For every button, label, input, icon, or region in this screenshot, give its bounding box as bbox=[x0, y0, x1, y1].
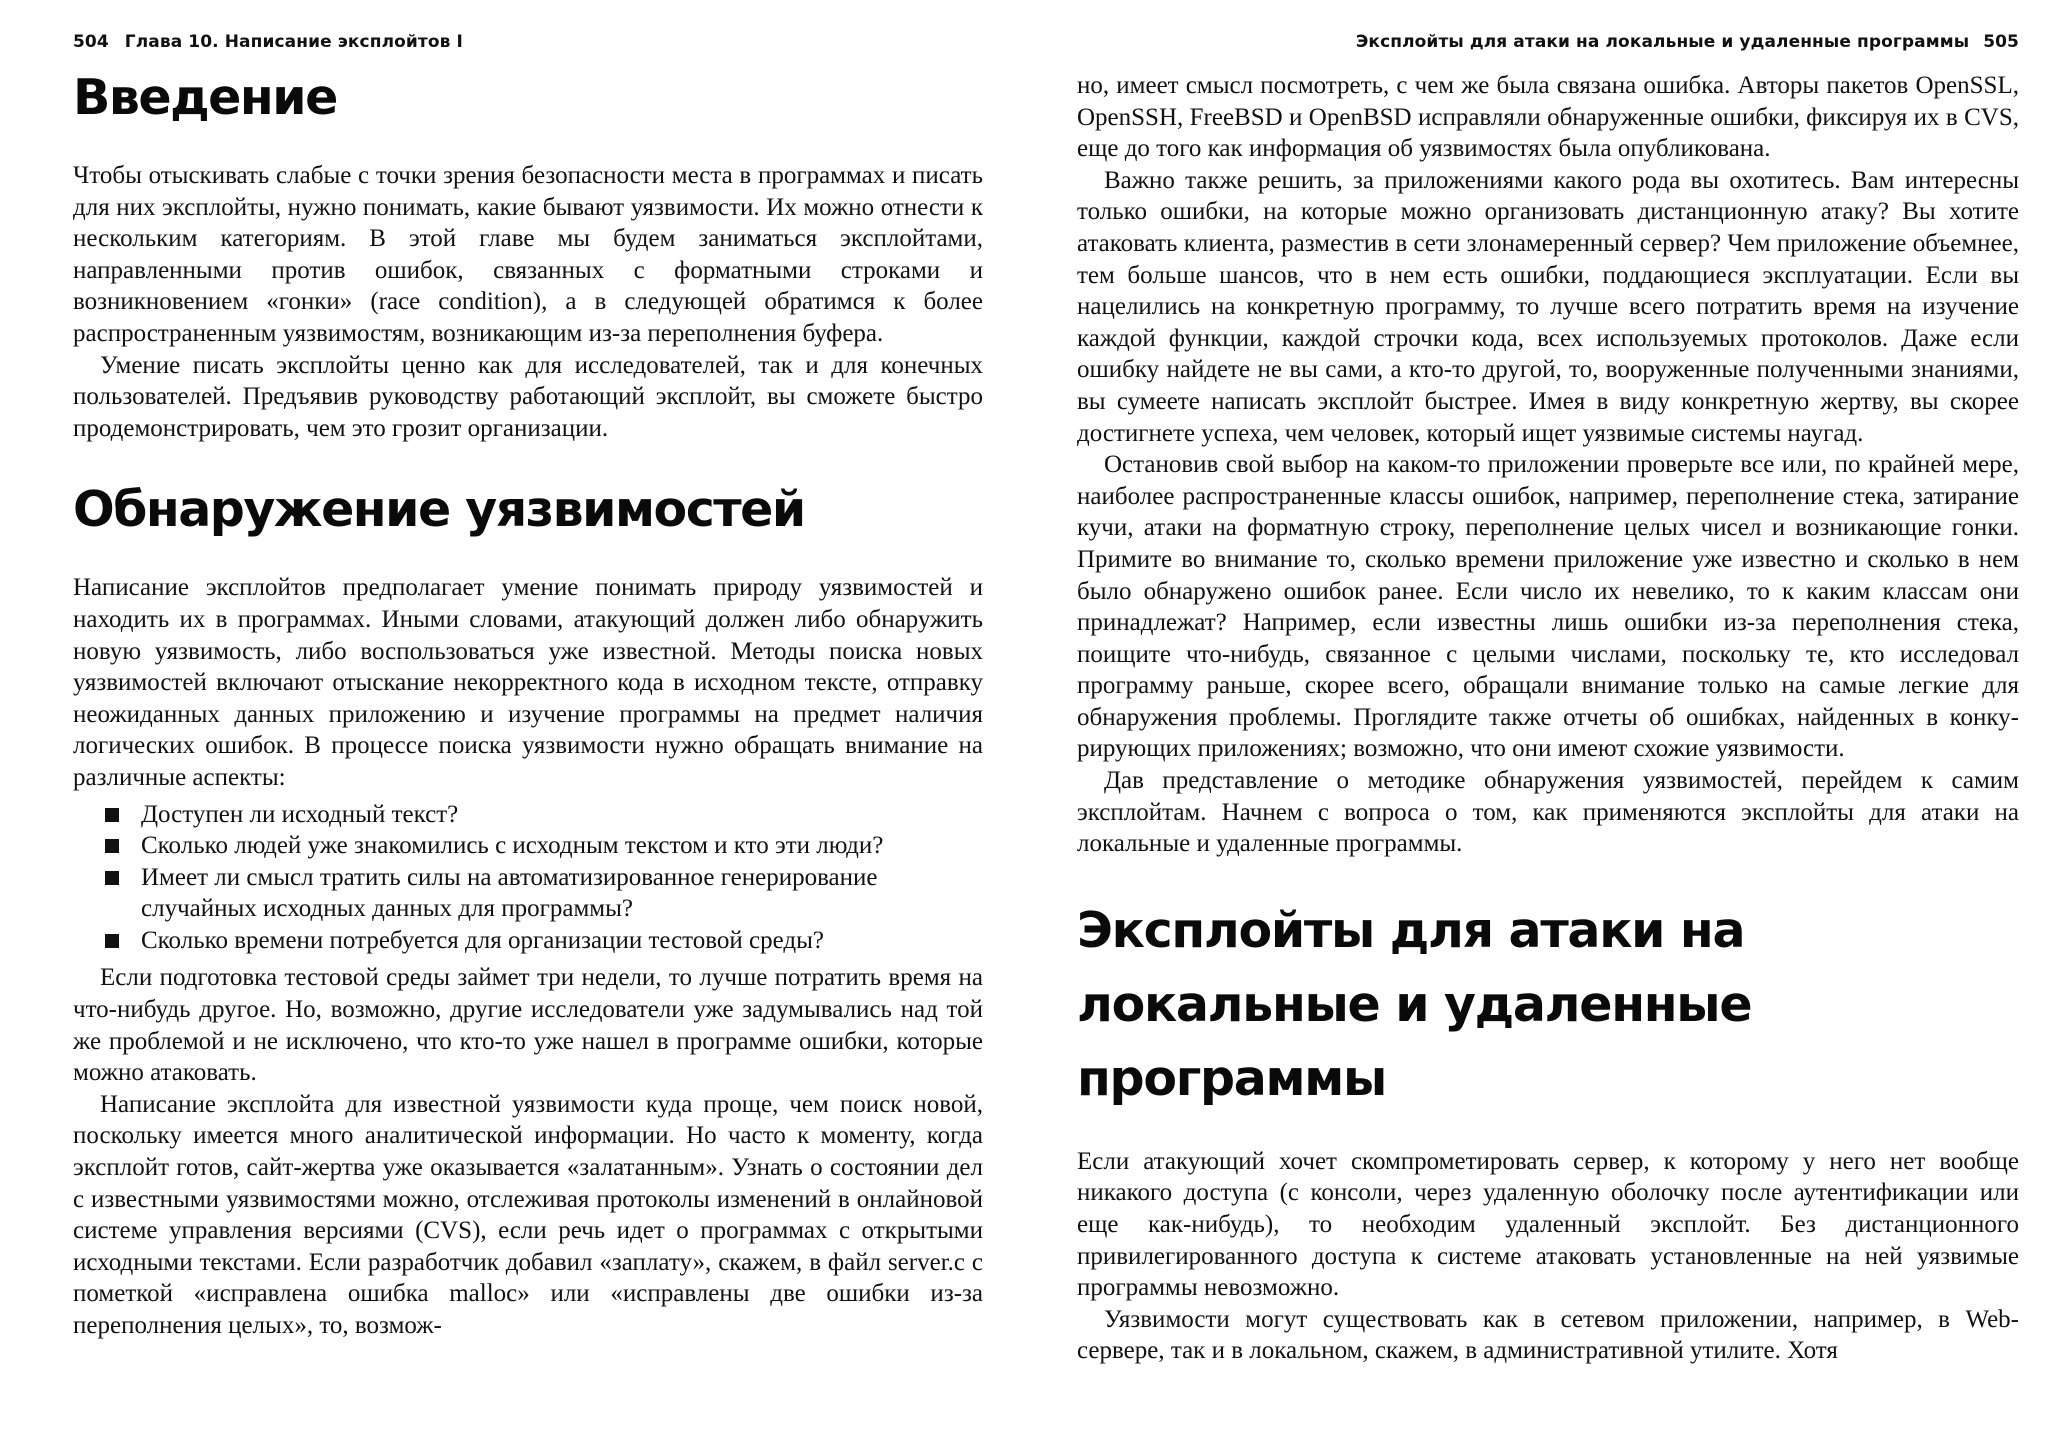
square-bullet-icon bbox=[105, 808, 119, 822]
list-item-text: Сколько времени потребуется для организации тестовой среды? bbox=[141, 926, 825, 954]
square-bullet-icon bbox=[105, 871, 119, 885]
list-item-text: Доступен ли исходный текст? bbox=[141, 800, 459, 828]
right-running-title: Эксплойты для атаки на локальные и удаленные программы bbox=[1355, 32, 1970, 52]
list-item-text: Имеет ли смысл тратить силы на автоматизированное генерирование случайных исходных данных для программы? bbox=[141, 863, 878, 923]
paragraph: Если атакующий хочет скомпрометировать сервер, к которому у него нет вообще никакого доступа (с консоли, через удаленную оболочку после аутентификации или еще как-нибудь), то необходим удаленный эксплойт. Без дистанционного привилегированного доступа к системе атаковать установленные на ней уязвимые программы невозможно. bbox=[1077, 1147, 2019, 1302]
square-bullet-icon bbox=[105, 839, 119, 853]
paragraph: Написание эксплойта для известной уязвимости куда проще, чем поиск новой, поскольку имеется много аналитической информации. Но часто к моменту, когда эксплойт готов, сайт-жертва уже оказывается «залатанным». Узнать о состоянии дел с известными уязвимостями можно, отслеживая протоколы изменений в онлайновой системе управления версиями (CVS), если речь идет о программах с открытыми исходными текстами. Если разработчик добавил «заплату», скажем, в файл server.c с пометкой «исправлена ошибка malloc» или «исправлены две ошибки из-за переполнения целых», то, возмож- bbox=[73, 1090, 983, 1339]
paragraph: Дав представление о методике обнаружения уязвимостей, перейдем к самим эксплойтам. Начнем с вопроса о том, как применяются эксплойты для атаки на локальные и удаленные программы. bbox=[1077, 767, 2019, 858]
paragraph: Чтобы отыскивать слабые с точки зрения безопасности места в программах и писать для них эксплойты, нужно понимать, какие бывают уязвимости. Их можно отнести к нескольким категориям. В этой главе мы будем заниматься эксплойтами, направленными против ошибок, связанных с форматными строками и возникновением «гонки» (race condition), а в следующей обратимся к более распространенным уязвимостям, возникающим из-за переполнения буфера. bbox=[73, 162, 983, 347]
left-running-title: Глава 10. Написание эксплойтов I bbox=[124, 32, 463, 52]
right-page-number: 505 bbox=[1983, 32, 2019, 52]
paragraph: Если подготовка тестовой среды займет три недели, то лучше потратить время на что-нибудь другое. Но, возможно, другие исследователи уже задумывались над той же проблемой и не исключено, что кто-то уже нашел в программе ошибки, которые можно атаковать. bbox=[73, 964, 983, 1087]
list-item bbox=[73, 862, 983, 925]
left-running-header bbox=[73, 32, 463, 52]
paragraph: Остановив свой выбор на каком-то приложении проверьте все или, по крайней мере, наиболее распространенные классы ошибок, например, переполнение стека, затирание кучи, атаки на форматную строку, переполнение целых чисел и возникающие гонки. Примите во внимание то, сколько времени приложение уже известно и сколько в нем было обнаружено ошибок ранее. Если число их невелико, то к каким классам они принадлежат? Например, если известны лишь ошибки из-за переполнения стека, поищите что-нибудь, связанное с целыми числами, поскольку те, кто исследовал программу раньше, скорее всего, обращали внимание только на самые легкие для обнаружения проблемы. Проглядите также отчеты об ошибках, найденных в конкурирующих приложениях; возможно, что они имеют схожие уязвимости. bbox=[1077, 451, 2019, 763]
left-page-number: 504 bbox=[73, 32, 109, 52]
list-item bbox=[73, 925, 983, 957]
list-item bbox=[73, 830, 983, 862]
heading-introduction: Введение bbox=[73, 69, 337, 126]
paragraph: Важно также решить, за приложениями какого рода вы охотитесь. Вам интересны только ошибки, на которые можно организовать дистанционную атаку? Вы хотите атаковать клиента, разместив в сети злонамеренный сервер? Чем приложение объемнее, тем больше шансов, что в нем есть ошибки, поддающиеся эксплуатации. Если вы нацелились на конкретную программу, то лучше всего потратить время на изучение каждой функции, каждой строчки кода, всех используемых протоколов. Даже если ошибку найдете не вы сами, а кто-то другой, то, вооруженные полученными знаниями, вы сумеете написать эксплойт быстрее. Имея в виду конкретную жертву, вы скорее достигнете успеха, чем человек, который ищет уязвимые системы наугад. bbox=[1077, 166, 2019, 447]
right-running-header bbox=[1356, 32, 2019, 52]
paragraph: но, имеет смысл посмотреть, с чем же была связана ошибка. Авторы пакетов OpenSSL, OpenSSH, FreeBSD и OpenBSD исправляли обнаруженные ошибки, фиксируя их в CVS, еще до того как информация об уязвимостях была опубликована. bbox=[1077, 72, 2019, 163]
list-item-text: Сколько людей уже знакомились с исходным текстом и кто эти люди? bbox=[141, 832, 884, 860]
paragraph: Уязвимости могут существовать как в сетевом приложении, например, в Web-сервере, так и в локальном, скажем, в административной утилите. Хотя bbox=[1077, 1305, 2019, 1365]
bullet-list bbox=[73, 799, 983, 957]
list-item bbox=[73, 799, 983, 831]
right-page-content bbox=[1077, 70, 2019, 1367]
right-page bbox=[1024, 0, 2048, 1447]
left-page-content bbox=[73, 70, 983, 1342]
heading-vulnerability-discovery: Обнаружение уязвимостей bbox=[73, 481, 805, 539]
paragraph: Умение писать эксплойты ценно как для исследователей, так и для конечных пользователей. Предъявив руководству работающий эксплойт, вы сможете быстро продемонстрировать, чем это грозит организации. bbox=[73, 351, 983, 442]
square-bullet-icon bbox=[105, 934, 119, 948]
paragraph: Написание эксплойтов предполагает умение понимать природу уязвимостей и находить их в программах. Иными словами, атакующий должен либо обнаружить новую уязвимость, либо воспользоваться уже известной. Методы поиска новых уязвимостей включают отыскание некорректного кода в исходном тексте, отправку неожиданных данных приложению и изучение программы на предмет наличия логических ошибок. В процессе поиска уязвимости нужно обращать внимание на различные аспекты: bbox=[73, 574, 983, 791]
heading-local-remote-exploits: Эксплойты для атаки на локальные и удаленные программы bbox=[1077, 901, 1752, 1107]
